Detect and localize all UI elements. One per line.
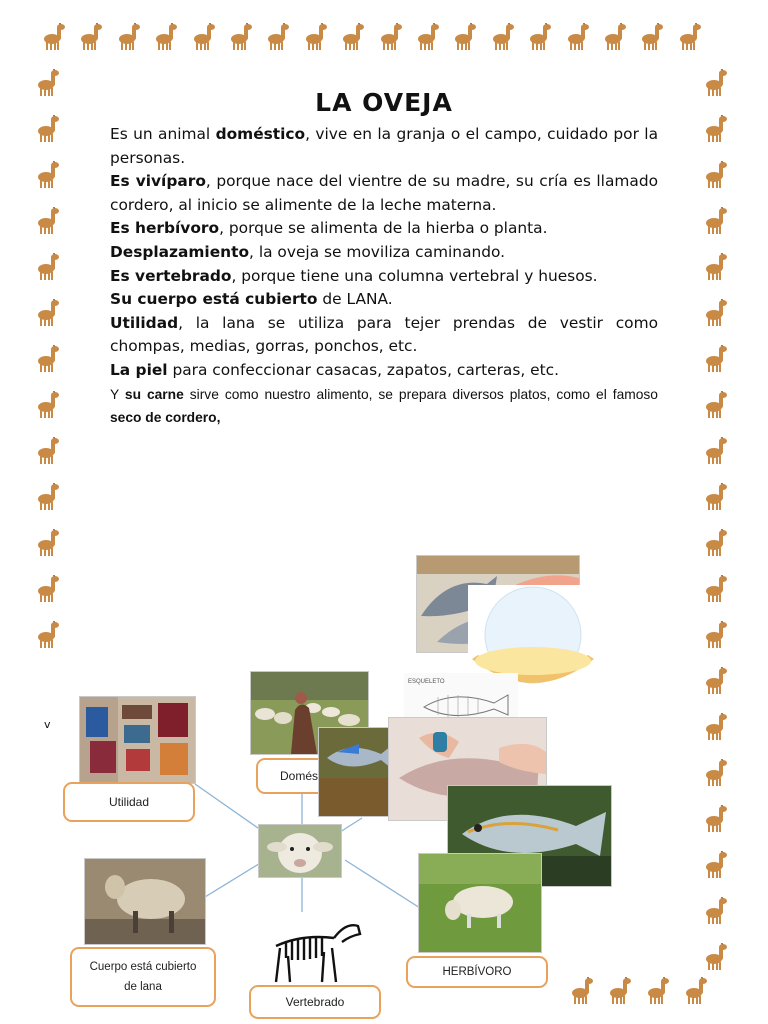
llama-border-icon	[451, 22, 479, 52]
llama-border-icon	[77, 22, 105, 52]
vertebrado-node: Vertebrado	[249, 985, 381, 1019]
llama-border-icon	[702, 390, 730, 420]
llama-border-icon	[190, 22, 218, 52]
grazing-sheep-photo	[418, 853, 542, 953]
text-run: de LANA.	[317, 290, 393, 309]
llama-border-icon	[702, 712, 730, 742]
paragraph	[110, 312, 658, 359]
skeleton-caption: ESQUELETO	[408, 679, 445, 685]
llama-border-icon	[702, 160, 730, 190]
bold-run: La piel	[110, 360, 168, 379]
bold-run: Su cuerpo está cubierto	[110, 290, 318, 309]
paragraph	[110, 359, 658, 383]
llama-border-icon	[606, 976, 634, 1006]
llama-border-icon	[644, 976, 672, 1006]
paragraph	[110, 288, 658, 312]
llama-border-icon	[302, 22, 330, 52]
cuerpo-label: Cuerpo está cubierto de lana	[89, 961, 197, 993]
llama-border-icon	[40, 22, 68, 52]
text-run: , porque nace del vientre de su madre, su cría es llamado cordero, al inicio se alimente de la leche materna.	[110, 172, 659, 214]
llama-border-icon	[702, 206, 730, 236]
text-run: Y	[110, 386, 125, 402]
paragraph	[110, 170, 658, 217]
clothing-photo	[79, 696, 196, 784]
herbivoro-node: HERBÍVORO	[406, 956, 548, 988]
llama-border-icon	[34, 298, 62, 328]
llama-border-icon	[34, 344, 62, 374]
llama-border-icon	[227, 22, 255, 52]
llama-border-icon	[682, 976, 710, 1006]
llama-border-icon	[339, 22, 367, 52]
llama-border-icon	[34, 620, 62, 650]
llama-border-icon	[34, 252, 62, 282]
llama-border-icon	[702, 482, 730, 512]
sheep-skeleton-image	[262, 912, 364, 986]
llama-border-icon	[702, 850, 730, 880]
text-run: , la lana se utiliza para tejer prendas de vestir como chompas, medias, gorras, ponchos, etc.	[110, 313, 658, 356]
llama-border-icon	[702, 620, 730, 650]
llama-border-icon	[702, 804, 730, 834]
body-text	[110, 123, 658, 429]
paragraph	[110, 383, 658, 429]
utilidad-node: Utilidad	[63, 782, 195, 822]
bold-run: Es herbívoro	[110, 219, 220, 238]
bold-run: Es vertebrado	[110, 266, 232, 285]
text-run: , vive en la granja o el campo, cuidado por la personas.	[110, 125, 659, 167]
llama-border-icon	[568, 976, 596, 1006]
llama-border-icon	[489, 22, 517, 52]
sheep-head-photo	[258, 824, 342, 878]
llama-border-icon	[702, 114, 730, 144]
text-run: , la oveja se moviliza caminando.	[249, 242, 506, 261]
bold-run: Desplazamiento	[110, 242, 250, 261]
llama-border-icon	[526, 22, 554, 52]
llama-border-icon	[702, 528, 730, 558]
paragraph	[110, 241, 658, 265]
domestico-node: Domés	[256, 758, 352, 794]
llama-border-icon	[702, 436, 730, 466]
llama-border-icon	[264, 22, 292, 52]
stray-mark: v	[44, 718, 51, 731]
llama-border-icon	[702, 344, 730, 374]
llama-border-icon	[414, 22, 442, 52]
llama-border-icon	[115, 22, 143, 52]
llama-border-icon	[702, 942, 730, 972]
bold-run: doméstico	[215, 125, 306, 143]
llama-border-icon	[152, 22, 180, 52]
llama-border-icon	[34, 390, 62, 420]
text-run: sirve como nuestro alimento, se prepara diversos platos, como el famoso	[183, 386, 658, 402]
paragraph	[110, 123, 658, 170]
llama-border-icon	[34, 206, 62, 236]
text-run: para confeccionar casacas, zapatos, carteras, etc.	[167, 360, 559, 379]
wool-sheep-photo	[84, 858, 206, 945]
bold-run: seco de cordero,	[110, 409, 221, 425]
llama-border-icon	[676, 22, 704, 52]
llama-border-icon	[564, 22, 592, 52]
bold-run: Es vivíparo	[110, 172, 206, 191]
text-run: Es un animal	[110, 125, 216, 143]
bold-run: su carne	[124, 386, 184, 402]
paragraph	[110, 217, 658, 241]
llama-border-icon	[34, 114, 62, 144]
cuerpo-node	[70, 947, 216, 1007]
llama-border-icon	[34, 482, 62, 512]
text-run: , porque se alimenta de la hierba o planta.	[219, 219, 548, 238]
llama-border-icon	[34, 160, 62, 190]
llama-border-icon	[702, 252, 730, 282]
page-title: LA OVEJA	[315, 88, 453, 117]
text-run: , porque tiene una columna vertebral y huesos.	[231, 266, 598, 285]
llama-border-icon	[34, 528, 62, 558]
llama-border-icon	[702, 666, 730, 696]
llama-border-icon	[702, 896, 730, 926]
llama-border-icon	[601, 22, 629, 52]
llama-border-icon	[638, 22, 666, 52]
paragraph	[110, 265, 658, 289]
llama-border-icon	[377, 22, 405, 52]
llama-border-icon	[702, 574, 730, 604]
llama-border-icon	[702, 758, 730, 788]
llama-border-icon	[702, 298, 730, 328]
llama-border-icon	[34, 574, 62, 604]
llama-border-icon	[34, 436, 62, 466]
bold-run: Utilidad	[110, 313, 179, 332]
